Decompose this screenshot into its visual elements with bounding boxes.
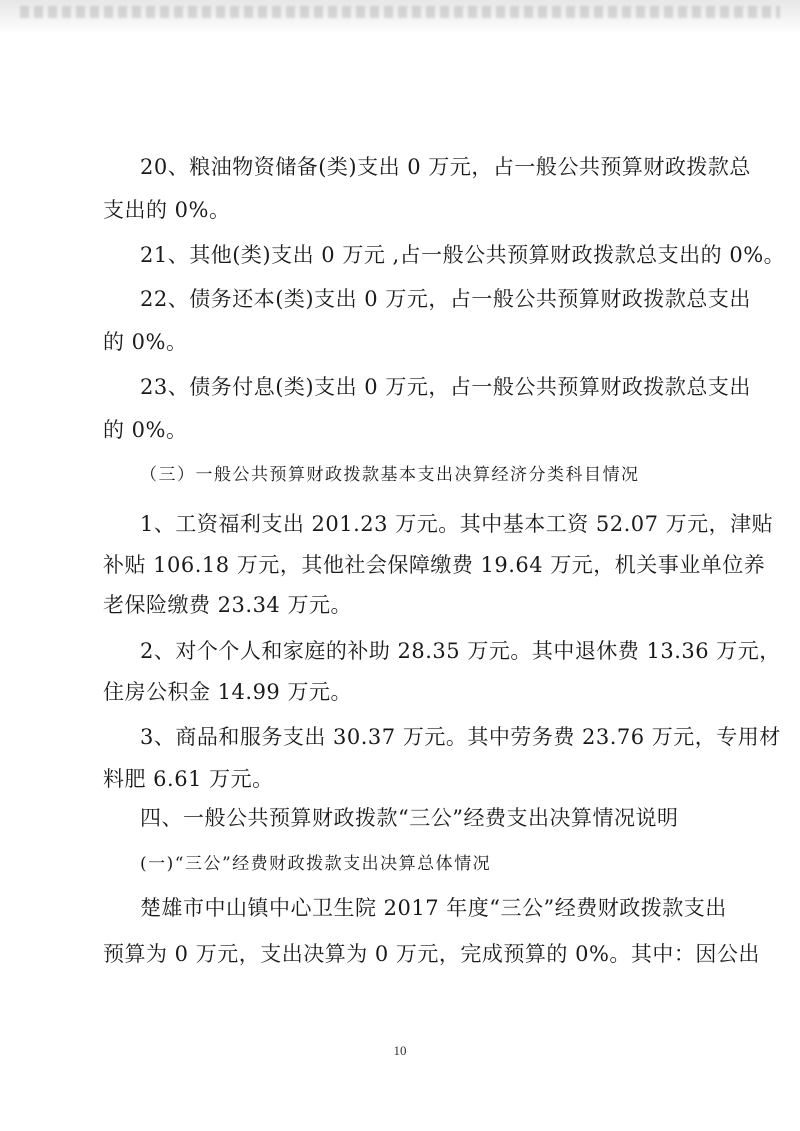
paragraph-line: 料肥 6.61 万元。 (103, 767, 274, 791)
paragraph-line: 22、债务还本(类)支出 0 万元，占一般公共预算财政拨款总支出 (140, 287, 751, 311)
paragraph-line: 支出的 0%。 (103, 198, 231, 222)
paragraph-line: 楚雄市中山镇中心卫生院 2017 年度“三公”经费财政拨款支出 (140, 896, 727, 920)
paragraph-line: 3、商品和服务支出 30.37 万元。其中劳务费 23.76 万元，专用材 (140, 725, 781, 749)
paragraph-line: 21、其他(类)支出 0 万元 ,占一般公共预算财政拨款总支出的 0%。 (140, 243, 786, 267)
scan-bleed-line (20, 6, 780, 18)
paragraph-line: 1、工资福利支出 201.23 万元。其中基本工资 52.07 万元，津贴 (140, 512, 774, 536)
paragraph-line: 补贴 106.18 万元，其他社会保障缴费 19.64 万元，机关事业单位养 (103, 553, 766, 577)
paragraph-line: 20、粮油物资储备(类)支出 0 万元，占一般公共预算财政拨款总 (140, 155, 751, 179)
paragraph-line: 的 0%。 (103, 418, 188, 442)
paragraph-line: 23、债务付息(类)支出 0 万元，占一般公共预算财政拨款总支出 (140, 375, 751, 399)
paragraph-line: 住房公积金 14.99 万元。 (103, 680, 352, 704)
paragraph-line: 的 0%。 (103, 330, 188, 354)
page-number: 10 (393, 1043, 407, 1058)
section-heading: （三）一般公共预算财政拨款基本支出决算经济分类科目情况 (140, 465, 640, 485)
paragraph-line: 老保险缴费 23.34 万元。 (103, 593, 352, 617)
subsection-heading: (一)“三公”经费财政拨款支出决算总体情况 (140, 854, 492, 874)
paragraph-line: 预算为 0 万元，支出决算为 0 万元，完成预算的 0%。其中：因公出 (103, 942, 760, 966)
section-heading: 四、一般公共预算财政拨款“三公”经费支出决算情况说明 (140, 806, 679, 830)
scan-bleed-through (0, 0, 800, 34)
paragraph-line: 2、对个个人和家庭的补助 28.35 万元。其中退休费 13.36 万元， (140, 639, 781, 663)
